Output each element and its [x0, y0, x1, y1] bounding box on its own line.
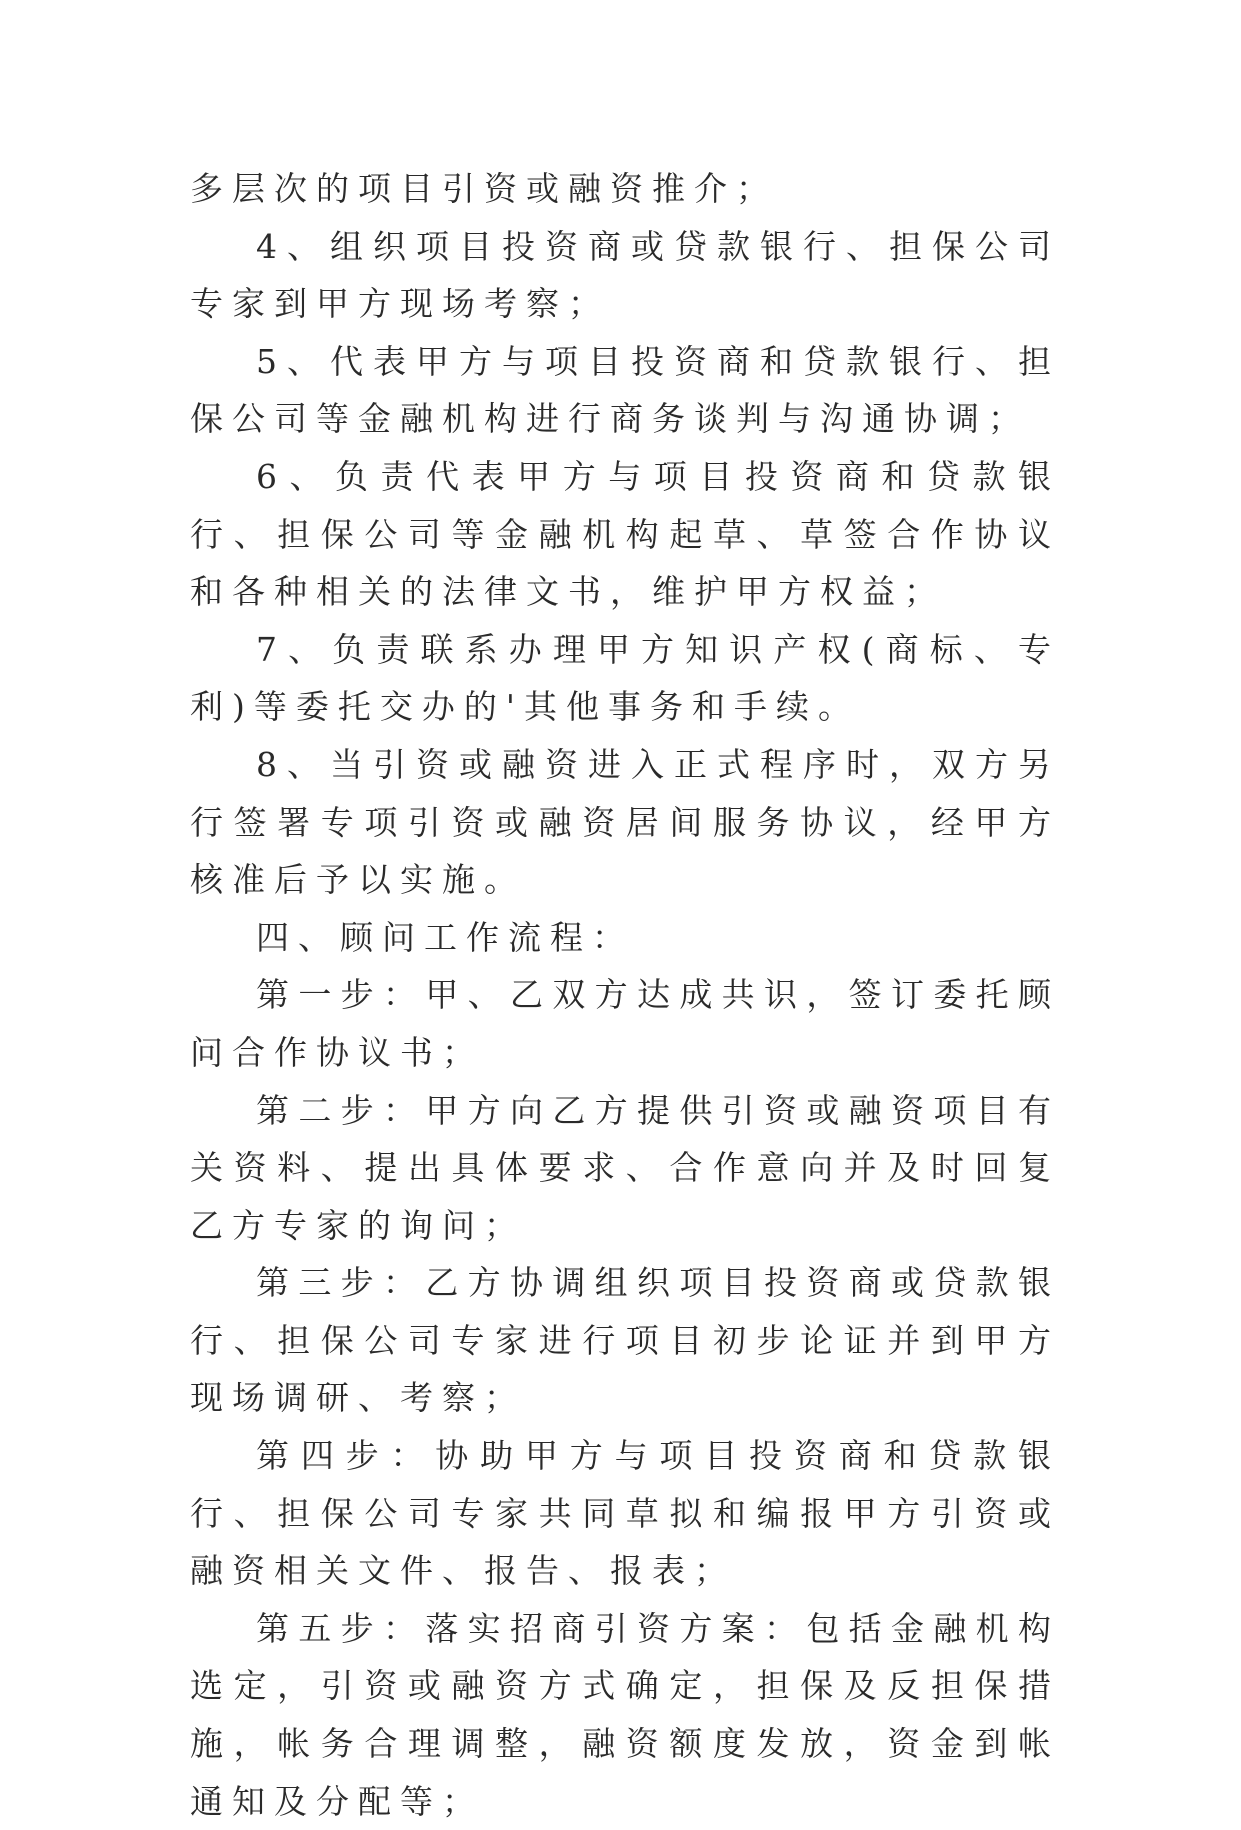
paragraph-step-3: 第三步：乙方协调组织项目投资商或贷款银行、担保公司专家进行项目初步论证并到甲方现场调研、考察； [190, 1263, 1060, 1418]
section-heading-workflow: 四、顾问工作流程： [256, 917, 634, 957]
paragraph-continuation: 多层次的项目引资或融资推介； [190, 169, 778, 208]
paragraph-step-4: 第四步：协助甲方与项目投资商和贷款银行、担保公司专家共同草拟和编报甲方引资或融资相关文件、报告、报表； [190, 1436, 1060, 1591]
paragraph-step-5: 第五步：落实招商引资方案：包括金融机构选定，引资或融资方式确定，担保及反担保措施，帐务合理调整，融资额度发放，资金到帐通知及分配等； [190, 1608, 1060, 1821]
paragraph-item-4: 4、组织项目投资商或贷款银行、担保公司专家到甲方现场考察； [190, 226, 1060, 324]
document-body [190, 160, 1060, 1830]
paragraph-item-6: 6、负责代表甲方与项目投资商和贷款银行、担保公司等金融机构起草、草签合作协议和各种相关的法律文书，维护甲方权益； [190, 456, 1060, 612]
paragraph-step-2: 第二步：甲方向乙方提供引资或融资项目有关资料、提出具体要求、合作意向并及时回复乙方专家的询问； [190, 1090, 1060, 1245]
paragraph-item-8: 8、当引资或融资进入正式程序时，双方另行签署专项引资或融资居间服务协议，经甲方核准后予以实施。 [190, 744, 1060, 900]
paragraph-item-7: 7、负责联系办理甲方知识产权(商标、专利)等委托交办的'其他事务和手续。 [190, 629, 1060, 727]
paragraph-step-1: 第一步：甲、乙双方达成共识，签订委托顾问合作协议书； [190, 975, 1060, 1072]
paragraph-item-5: 5、代表甲方与项目投资商和贷款银行、担保公司等金融机构进行商务谈判与沟通协调； [190, 341, 1060, 439]
